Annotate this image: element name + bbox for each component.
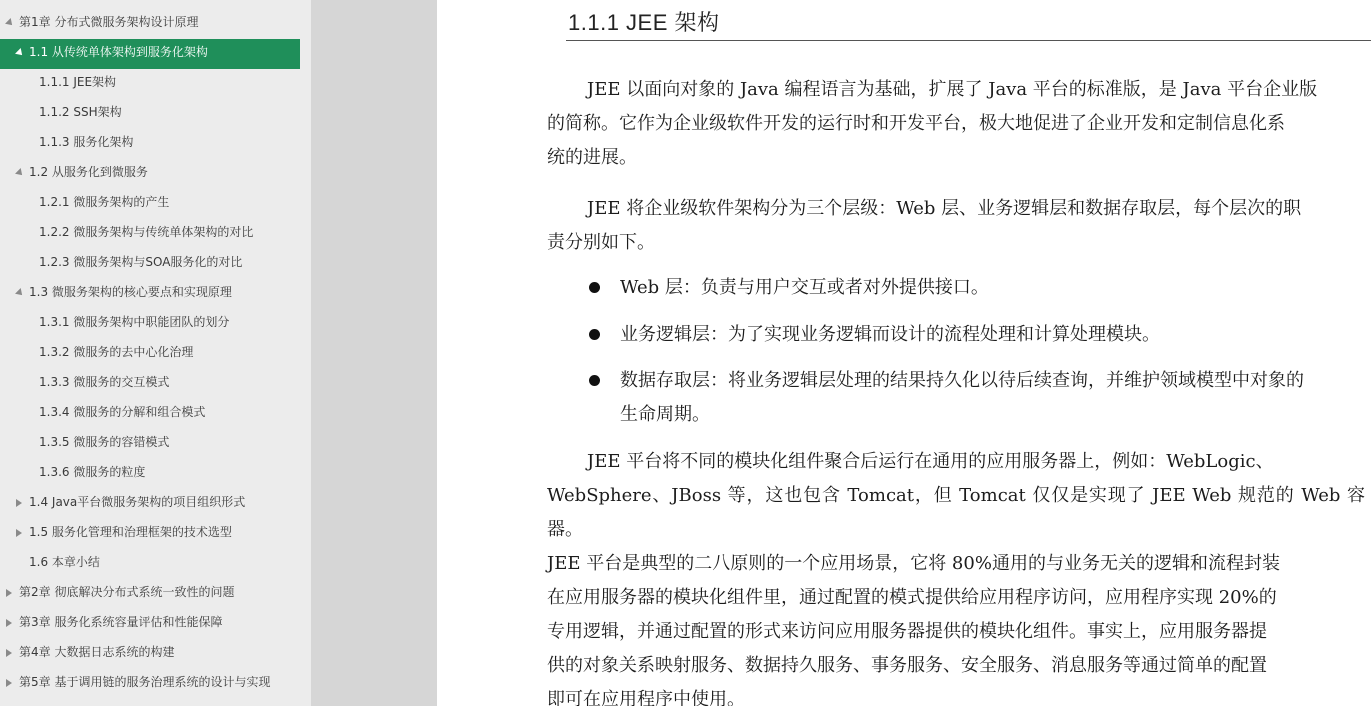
bullet-text: [620, 318, 1365, 352]
text-line: 业务逻辑层：为了实现业务逻辑而设计的流程处理和计算处理模块。: [620, 324, 1160, 345]
toc-item-label: 1.2.3 微服务架构与SOA服务化的对比: [39, 255, 243, 269]
sidebar-scroll-gutter: [311, 0, 437, 706]
toc-item-label: 第5章 基于调用链的服务治理系统的设计与实现: [19, 675, 271, 689]
toc-item-label: 第2章 彻底解决分布式系统一致性的问题: [19, 585, 235, 599]
toc-list: [0, 9, 300, 699]
bullet-dot-icon: [589, 282, 600, 293]
paragraph-1: [547, 73, 1365, 175]
section-title: 1.1.1 JEE 架构: [568, 10, 720, 35]
text-line: JEE 将企业级软件架构分为三个层级：Web 层、业务逻辑层和数据存取层，每个层次的职: [587, 198, 1302, 219]
toc-item[interactable]: [0, 69, 300, 99]
toc-item[interactable]: [0, 639, 300, 669]
expand-arrow-icon[interactable]: [5, 18, 15, 28]
text-line: 统的进展。: [547, 147, 637, 168]
toc-item-label: 第3章 服务化系统容量评估和性能保障: [19, 615, 223, 629]
toc-item-label: 1.2.2 微服务架构与传统单体架构的对比: [39, 225, 254, 239]
toc-item[interactable]: [0, 489, 300, 519]
toc-item[interactable]: [0, 519, 300, 549]
bullet-dot-icon: [589, 329, 600, 340]
bullet-text: [620, 364, 1365, 432]
text-line: JEE 平台是典型的二八原则的一个应用场景，它将 80%通用的与业务无关的逻辑和流程封装: [547, 553, 1280, 574]
toc-item[interactable]: [0, 9, 300, 39]
toc-item[interactable]: [0, 309, 300, 339]
toc-item[interactable]: [0, 279, 300, 309]
text-line: JEE 以面向对象的 Java 编程语言为基础，扩展了 Java 平台的标准版，是 Java 平台企业版: [587, 79, 1318, 100]
collapse-arrow-icon[interactable]: [6, 619, 12, 627]
expand-arrow-icon[interactable]: [15, 288, 25, 298]
toc-item[interactable]: [0, 159, 300, 189]
collapse-arrow-icon[interactable]: [6, 649, 12, 657]
paragraph-3: [547, 445, 1365, 706]
toc-item-label: 1.3.2 微服务的去中心化治理: [39, 345, 194, 359]
toc-item[interactable]: [0, 669, 300, 699]
toc-item-label: 第1章 分布式微服务架构设计原理: [19, 15, 199, 29]
text-line: 专用逻辑，并通过配置的形式来访问应用服务器提供的模块化组件。事实上，应用服务器提: [547, 621, 1267, 642]
section-title-rule: [566, 40, 1371, 41]
paragraph-2: [547, 192, 1365, 260]
toc-item-label: 1.2.1 微服务架构的产生: [39, 195, 170, 209]
text-line: 责分别如下。: [547, 232, 655, 253]
toc-item[interactable]: [0, 249, 300, 279]
toc-item[interactable]: [0, 549, 300, 579]
document-page: [437, 0, 1371, 706]
toc-item[interactable]: [0, 339, 300, 369]
toc-item[interactable]: [0, 579, 300, 609]
text-line: 供的对象关系映射服务、数据持久服务、事务服务、安全服务、消息服务等通过简单的配置: [547, 655, 1267, 676]
toc-item[interactable]: [0, 99, 300, 129]
toc-item[interactable]: [0, 129, 300, 159]
toc-item-label: 1.1.2 SSH架构: [39, 105, 122, 119]
toc-item-label: 1.3.1 微服务架构中职能团队的划分: [39, 315, 230, 329]
toc-item-label: 1.6 本章小结: [29, 555, 100, 569]
text-line: JEE 平台将不同的模块化组件聚合后运行在通用的应用服务器上，例如：WebLogic、: [587, 451, 1274, 472]
toc-item-label: 1.3 微服务架构的核心要点和实现原理: [29, 285, 232, 299]
toc-sidebar: [0, 0, 311, 706]
toc-item-label: 1.3.4 微服务的分解和组合模式: [39, 405, 206, 419]
toc-item-label: 1.1 从传统单体架构到服务化架构: [29, 45, 208, 59]
toc-item[interactable]: [0, 39, 300, 69]
toc-item[interactable]: [0, 189, 300, 219]
text-line: Web 层：负责与用户交互或者对外提供接口。: [620, 277, 989, 298]
text-line: 的简称。它作为企业级软件开发的运行时和开发平台，极大地促进了企业开发和定制信息化系: [547, 113, 1285, 134]
toc-item[interactable]: [0, 609, 300, 639]
text-line: WebSphere、JBoss 等，这也包含 Tomcat，但 Tomcat 仅仅是实现了 JEE Web 规范的 Web 容器。: [547, 485, 1365, 540]
collapse-arrow-icon[interactable]: [16, 499, 22, 507]
expand-arrow-icon[interactable]: [15, 168, 25, 178]
bullet-text: [620, 271, 1365, 305]
toc-item-label: 1.1.1 JEE架构: [39, 75, 117, 89]
text-line: 数据存取层：将业务逻辑层处理的结果持久化以待后续查询，并维护领域模型中对象的: [620, 370, 1304, 391]
collapse-arrow-icon[interactable]: [16, 529, 22, 537]
toc-item[interactable]: [0, 369, 300, 399]
toc-item-label: 1.3.3 微服务的交互模式: [39, 375, 170, 389]
toc-item[interactable]: [0, 459, 300, 489]
toc-item-label: 1.2 从服务化到微服务: [29, 165, 148, 179]
toc-item-label: 1.3.5 微服务的容错模式: [39, 435, 170, 449]
bullet-dot-icon: [589, 375, 600, 386]
collapse-arrow-icon[interactable]: [6, 589, 12, 597]
toc-item-label: 1.3.6 微服务的粒度: [39, 465, 146, 479]
collapse-arrow-icon[interactable]: [6, 679, 12, 687]
toc-item-label: 1.5 服务化管理和治理框架的技术选型: [29, 525, 232, 539]
toc-item-label: 1.4 Java平台微服务架构的项目组织形式: [29, 495, 246, 509]
text-line: 在应用服务器的模块化组件里，通过配置的模式提供给应用程序访问，应用程序实现 20%的: [547, 587, 1277, 608]
toc-item[interactable]: [0, 429, 300, 459]
text-line: 生命周期。: [620, 404, 710, 425]
text-line: 即可在应用程序中使用。: [547, 689, 745, 706]
toc-item[interactable]: [0, 219, 300, 249]
toc-item-label: 1.1.3 服务化架构: [39, 135, 134, 149]
expand-arrow-icon[interactable]: [15, 48, 25, 58]
toc-item[interactable]: [0, 399, 300, 429]
toc-item-label: 第4章 大数据日志系统的构建: [19, 645, 175, 659]
